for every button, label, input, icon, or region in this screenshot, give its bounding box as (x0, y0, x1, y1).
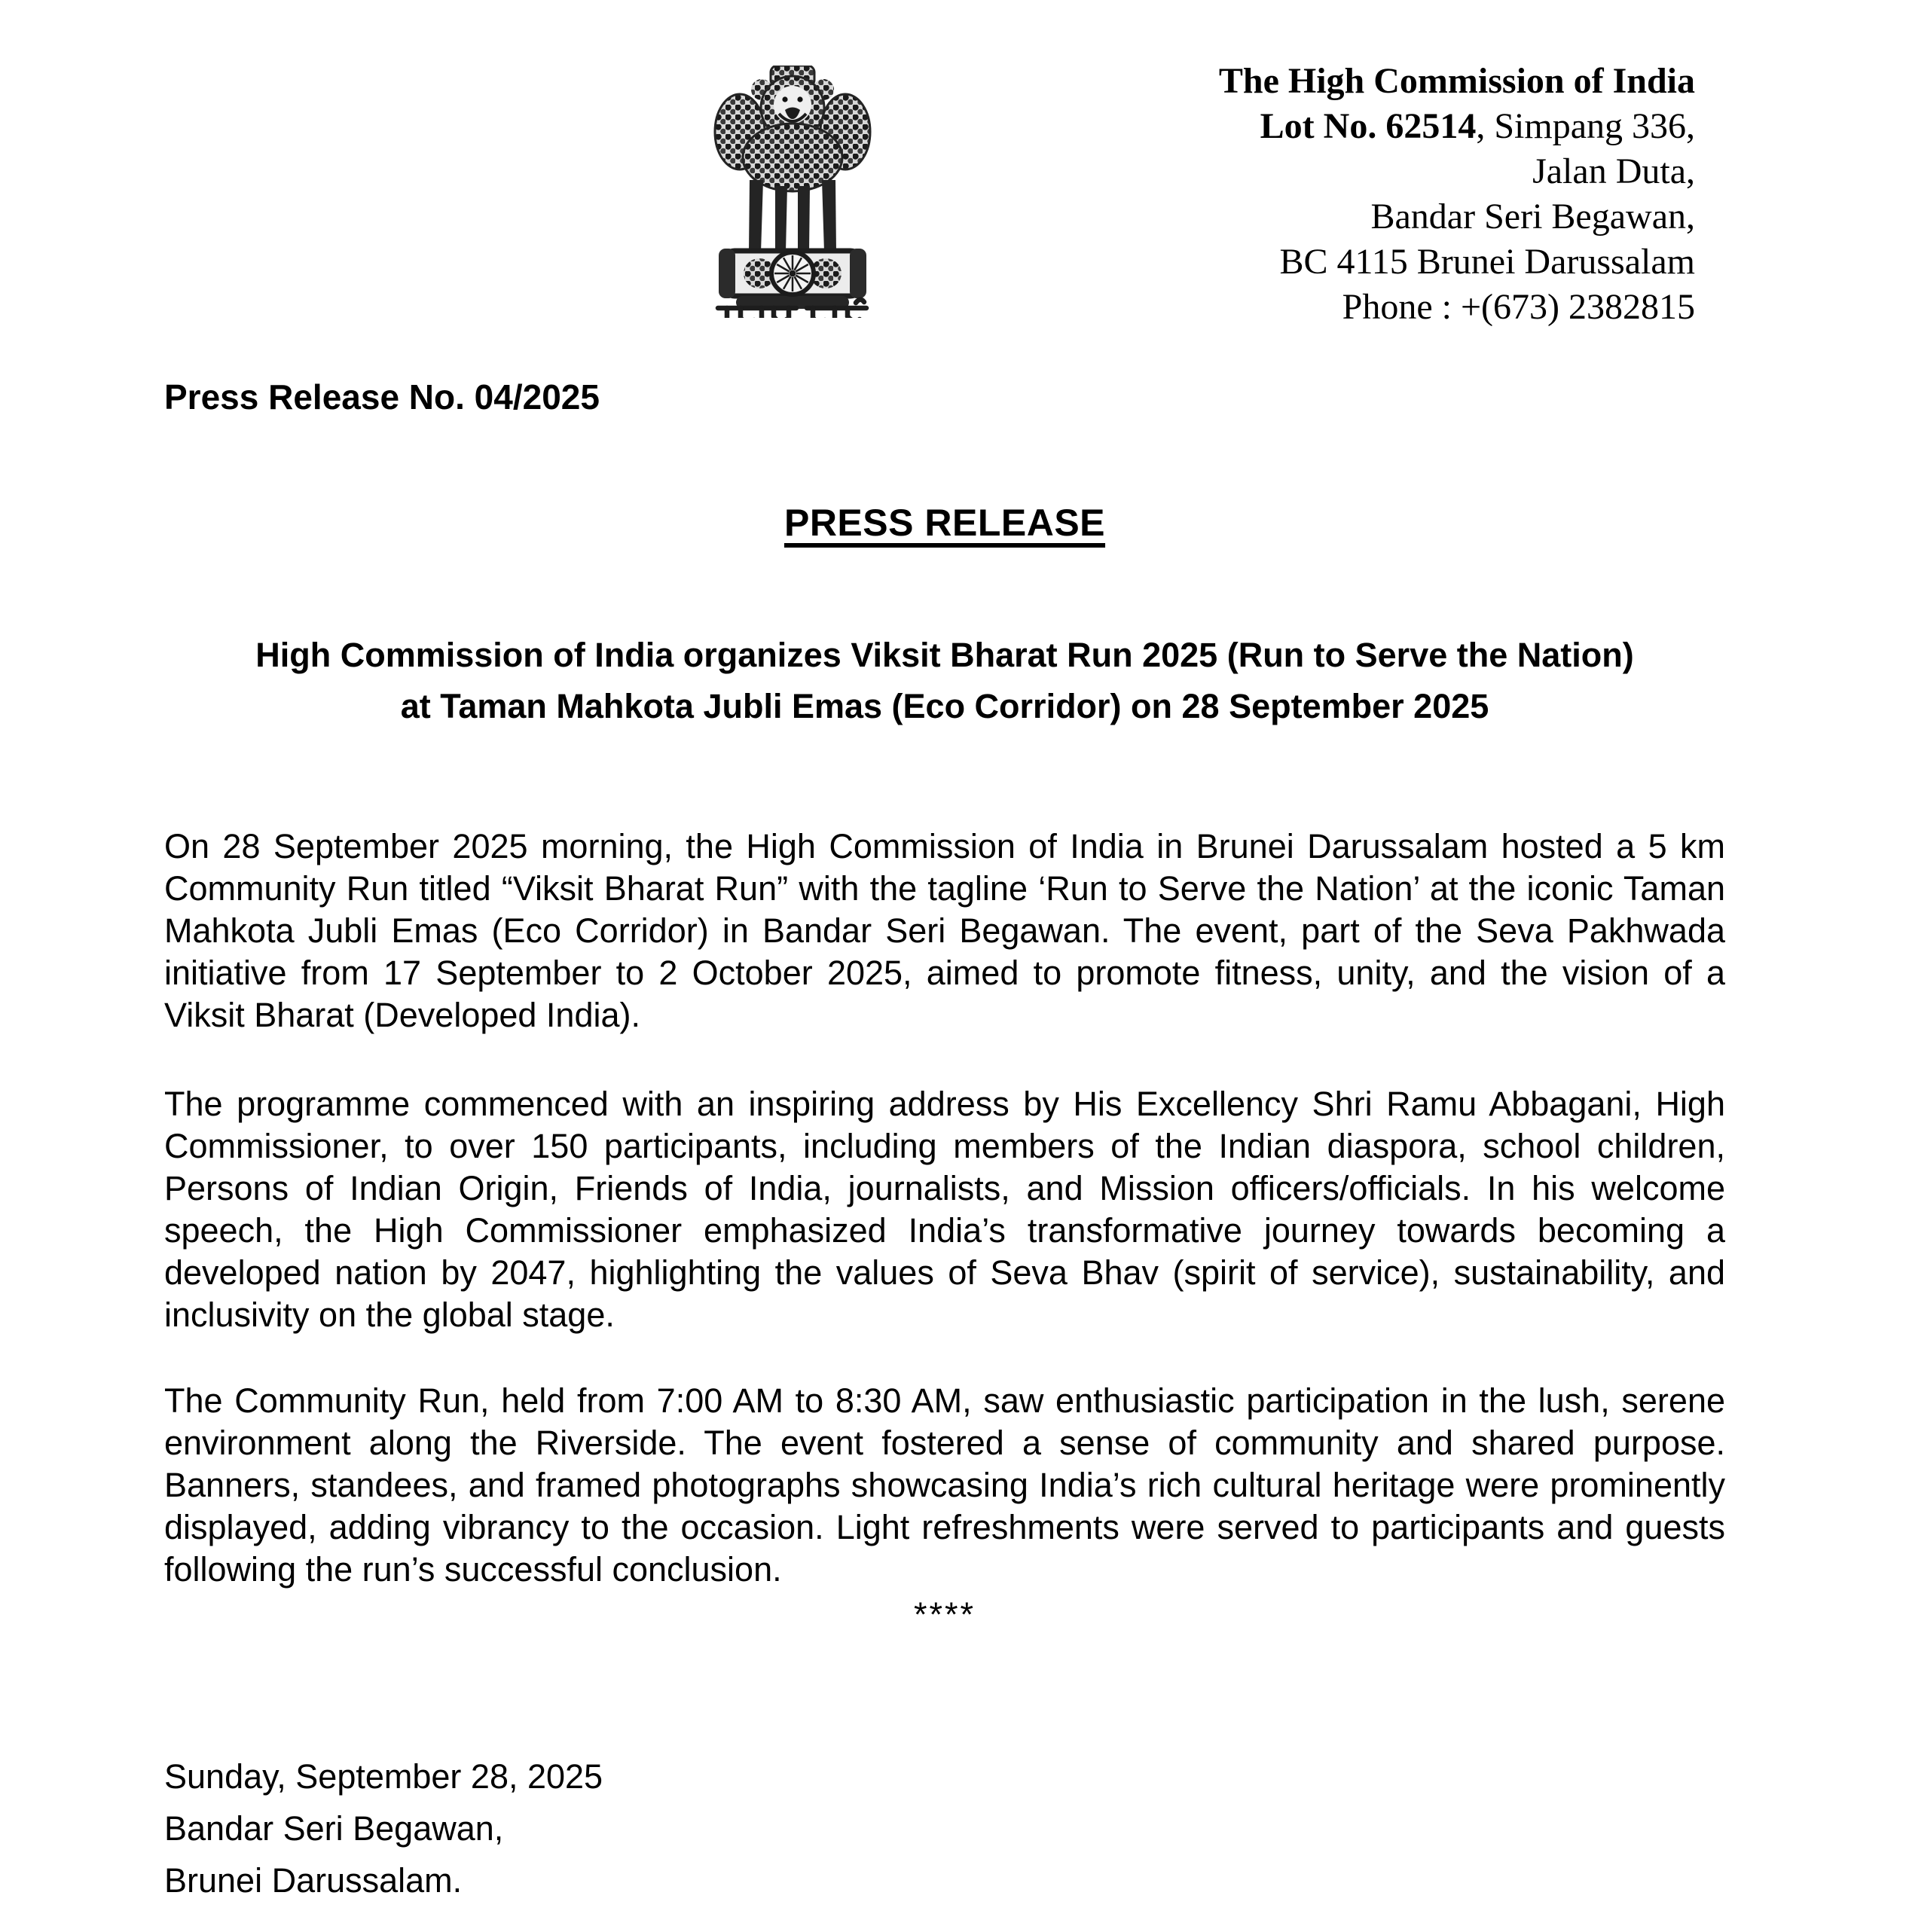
letterhead-address-block (1219, 59, 1695, 330)
document-title (164, 630, 1725, 732)
footer-date: Sunday, September 28, 2025 (164, 1757, 603, 1796)
address-line-street: Jalan Duta, (1532, 151, 1695, 191)
footer-city: Bandar Seri Begawan, (164, 1809, 504, 1848)
title-line-2: at Taman Mahkota Jubli Emas (Eco Corridor) on 28 September 2025 (400, 687, 1489, 725)
ashoka-chakra-icon (771, 252, 814, 295)
address-line-country: BC 4115 Brunei Darussalam (1279, 242, 1695, 282)
end-separator: **** (913, 1595, 976, 1634)
body-paragraph-1: On 28 September 2025 morning, the High Commission of India in Brunei Darussalam hosted a 5 km Community Run titled “Viksit Bharat Run” with the tagline ‘Run to Serve the Nation’ at the iconic Taman Mahkota Jubli Emas (Eco Corridor) in Bandar Seri Begawan. The event, part of the Seva Pakhwada initiative from 17 September to 2 October 2025, aimed to promote fitness, unity, and the vision of a Viksit Bharat (Developed India). (164, 827, 1725, 1034)
press-release-number: Press Release No. 04/2025 (164, 377, 600, 417)
india-state-emblem (706, 66, 879, 318)
press-release-heading: PRESS RELEASE (783, 502, 1106, 544)
body-paragraph-2: The programme commenced with an inspiring address by His Excellency Shri Ramu Abbagani, High Commissioner, to over 150 participants, including members of the Indian diaspora, school children, Persons of Indian Origin, Friends of India, journalists, and Mission officers/officials. In his welcome speech, the High Commissioner emphasized India’s transformative journey towards becoming a developed nation by 2047, highlighting the values of Seva Bhav (spirit of service), sustainability, and inclusivity on the global stage. (164, 1085, 1725, 1334)
footer-country: Brunei Darussalam. (164, 1861, 463, 1900)
lion-capital-of-ashoka-icon (706, 66, 879, 318)
lot-rest: , Simpang 336, (1476, 106, 1695, 146)
body-paragraph-3: The Community Run, held from 7:00 AM to 8:30 AM, saw enthusiastic participation in the lush, serene environment along the Riverside. The event fostered a sense of community and shared purpose. Banners, standees, and framed photographs showcasing India’s rich cultural heritage were prominently displayed, adding vibrancy to the occasion. Light refreshments were served to participants and guests following the run’s successful conclusion. (164, 1381, 1725, 1589)
footer-dateline (164, 1750, 603, 1906)
address-line-lot (1219, 104, 1695, 149)
lot-number: Lot No. 62514 (1260, 106, 1477, 146)
address-line-city: Bandar Seri Begawan, (1370, 197, 1695, 237)
title-line-1: High Commission of India organizes Viksit Bharat Run 2025 (Run to Serve the Nation) (255, 636, 1634, 674)
phone-line: Phone : +(673) 2382815 (1342, 287, 1695, 327)
org-name: The High Commission of India (1218, 61, 1695, 101)
